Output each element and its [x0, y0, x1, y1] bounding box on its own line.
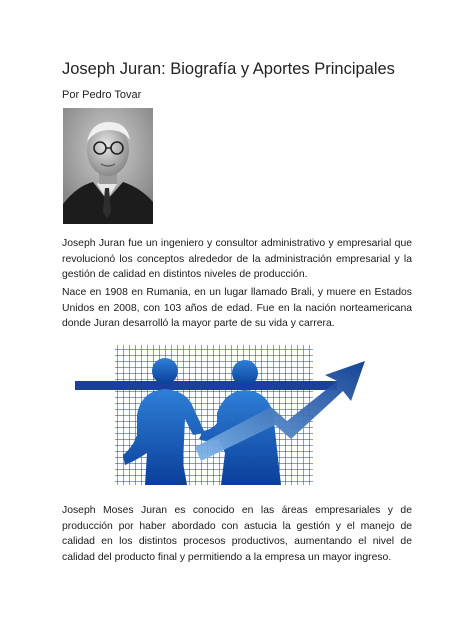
- author-byline: Por Pedro Tovar: [62, 89, 142, 101]
- paragraph-biography: Nace en 1908 en Rumania, en un lugar llamado Brali, y muere en Estados Unidos en 2008, con 103 años de edad. Fue en la nación norteamericana donde Juran desarrolló la mayor parte de su vida y carrera.: [62, 287, 412, 329]
- business-growth-illustration: [75, 343, 375, 488]
- paragraph-intro: Joseph Juran fue un ingeniero y consultor administrativo y empresarial que revolucionó los conceptos alrededor de la administración empresarial y la gestión de calidad en distintos niveles de producción.: [62, 238, 412, 280]
- portrait-photo: [63, 108, 153, 224]
- paragraph-contributions: Joseph Moses Juran es conocido en las áreas empresariales y de producción por haber abordado con astucia la gestión y el manejo de calidad en los distintos procesos productivos, aumentando el nivel de calidad del producto final y permitiendo a la empresa un mayor ingreso.: [62, 505, 412, 563]
- document-title: Joseph Juran: Biografía y Aportes Principales: [62, 60, 395, 78]
